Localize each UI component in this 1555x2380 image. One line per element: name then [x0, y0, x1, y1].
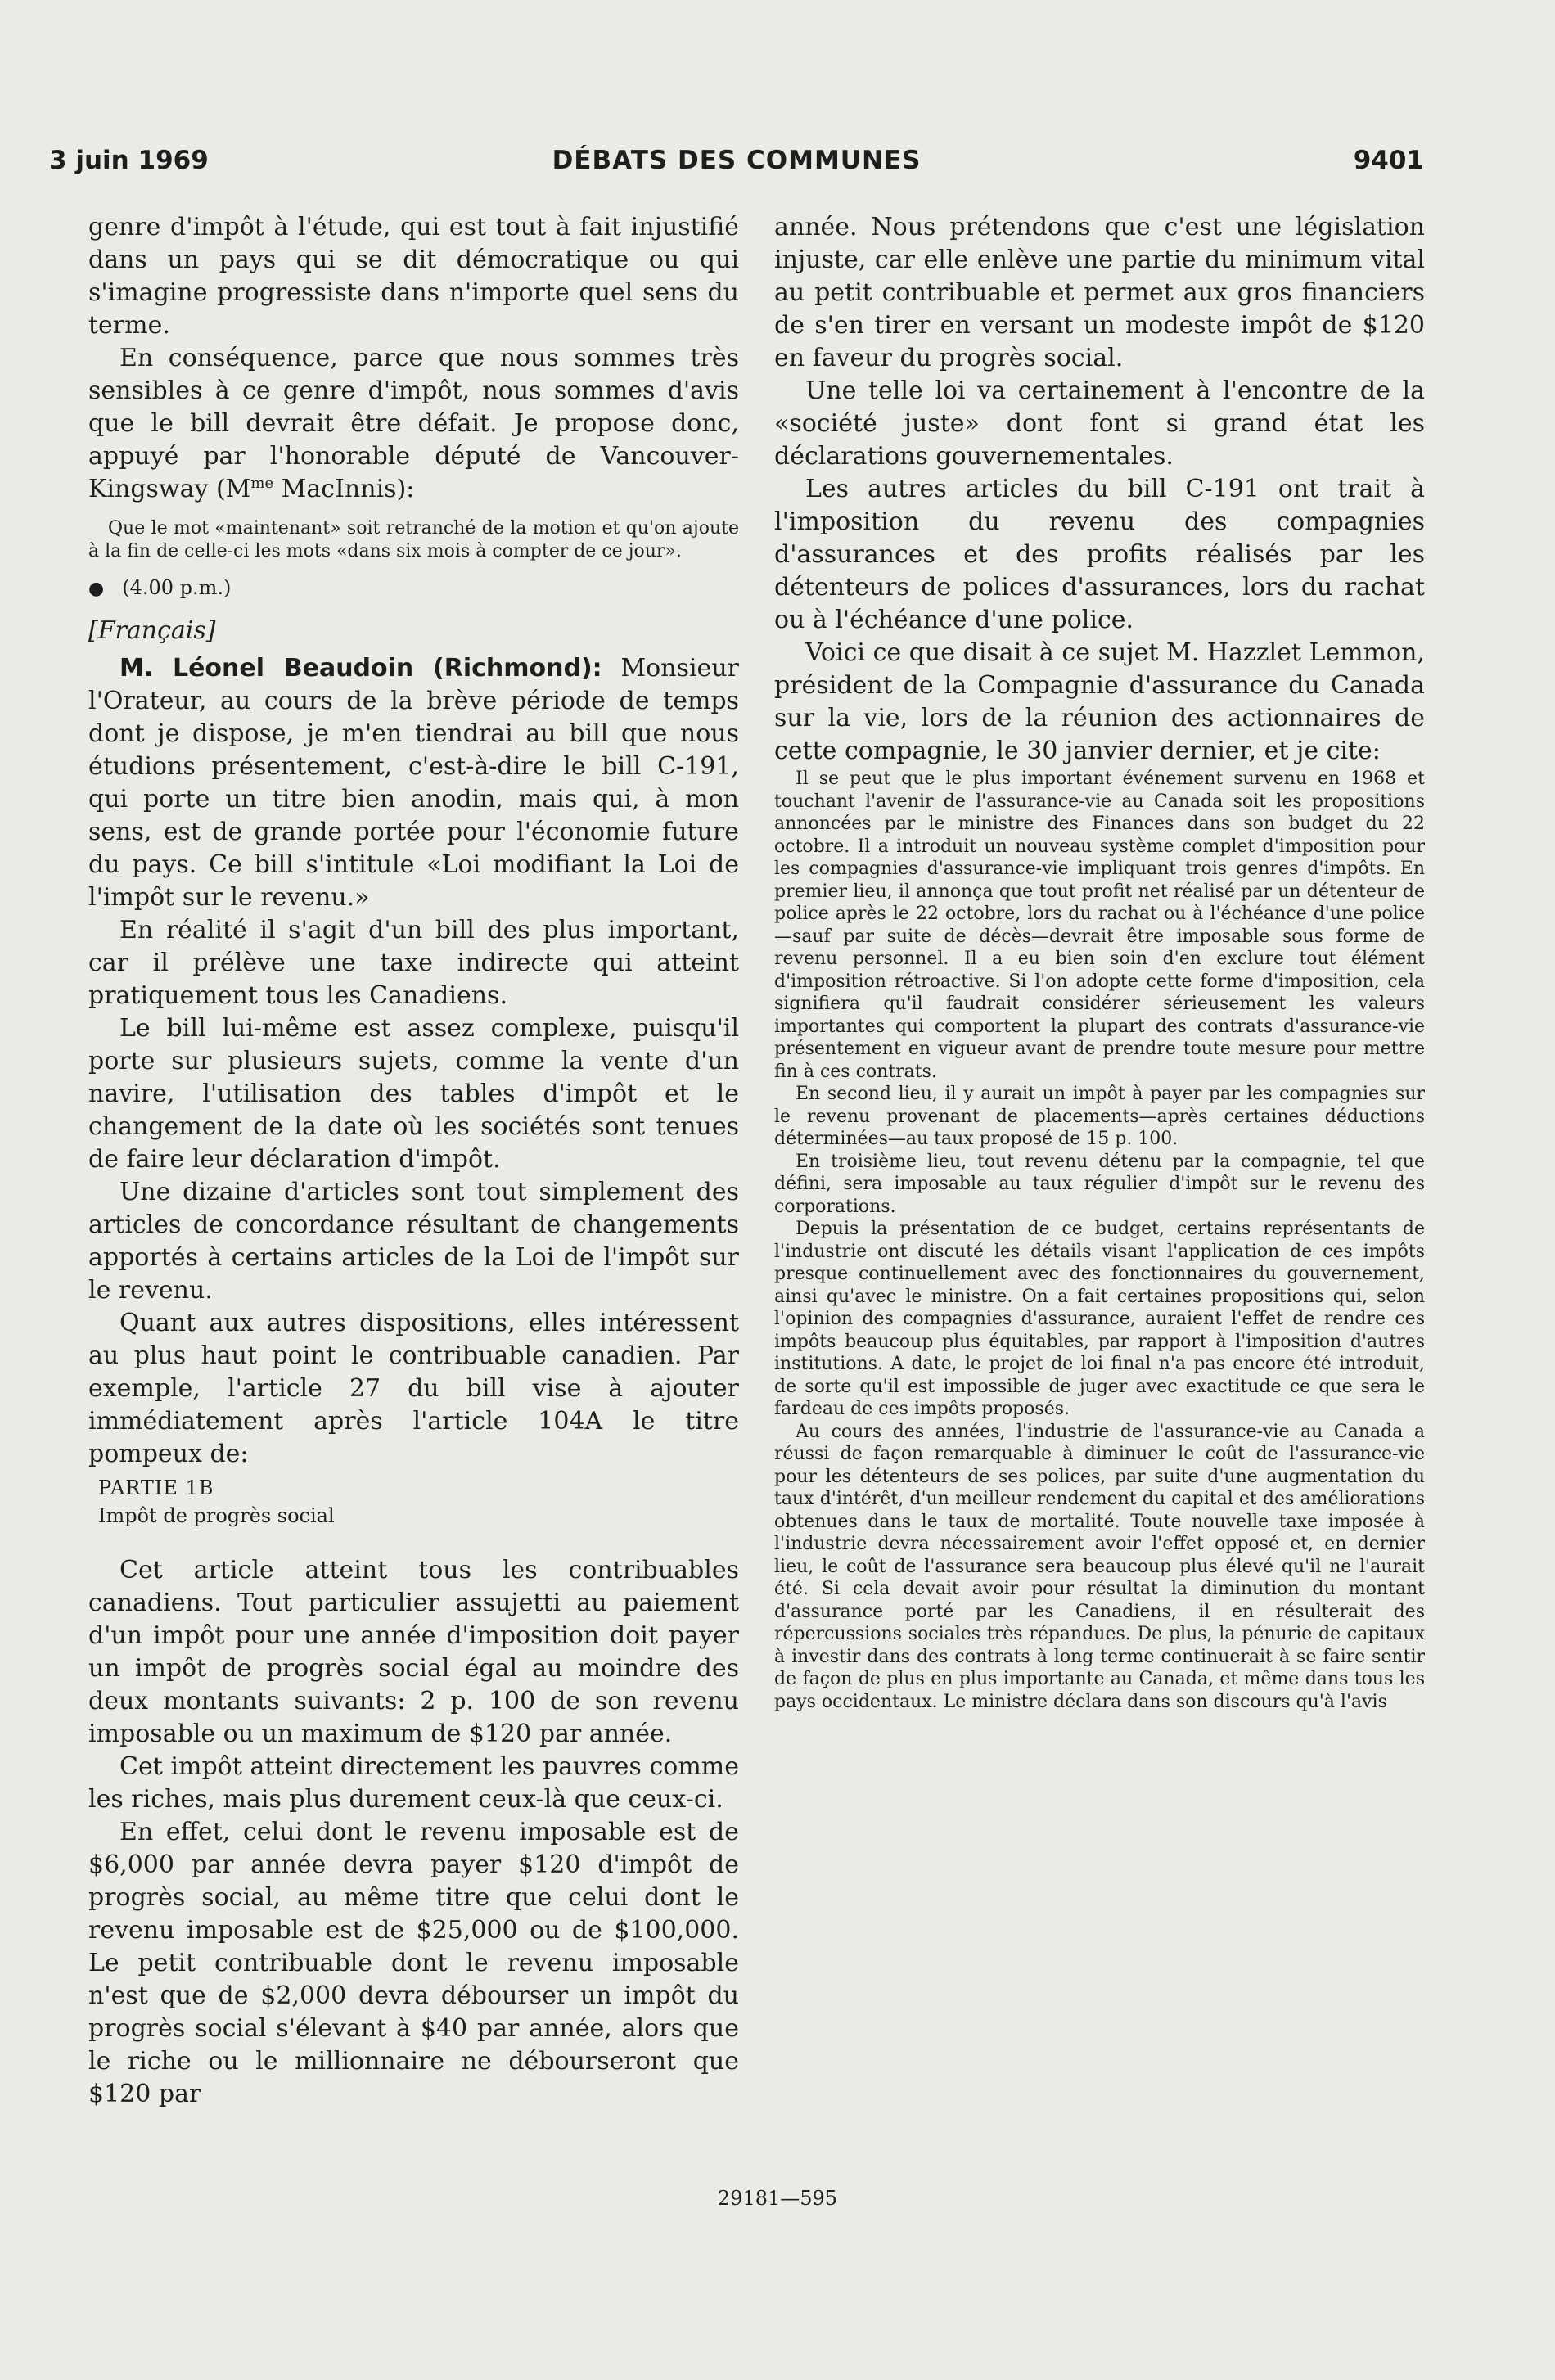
left-column [88, 211, 739, 2175]
paragraph [88, 342, 739, 506]
part-subtitle: Impôt de progrès social [98, 1504, 335, 1527]
paragraph [88, 652, 739, 914]
paragraph: genre d'impôt à l'étude, qui est tout à fait injustifié dans un pays qui se dit démocratique ou qui s'imagine progressiste dans n'importe quel sens du terme. [88, 213, 739, 340]
time-stamp [88, 575, 739, 602]
footer-code: 29181—595 [717, 2187, 838, 2210]
paragraph: année. Nous prétendons que c'est une législation injuste, car elle enlève une partie du minimum vital au petit contribuable et permet aux gros financiers de s'en tirer en versant un modeste impôt de $120 en faveur du progrès social. [774, 213, 1425, 372]
language-tag: [Français] [88, 616, 216, 645]
time-text: (4.00 p.m.) [122, 576, 232, 599]
quoted-paragraph: Depuis la présentation de ce budget, certains représentants de l'industrie ont discuté les détails visant l'application de ces impôts presque continuellement avec des fonctionnaires du gouvernement, ainsi qu'avec le ministre. On a fait certaines propositions qui, selon l'opinion des compagnies d'assurance, auraient l'effet de rendre ces impôts beaucoup plus équitables, par rapport à l'imposition d'autres institutions. A date, le projet de loi final n'a pas encore été introduit, de sorte qu'il est impossible de juger avec exactitude ce que sera le fardeau de ces impôts proposés. [774, 1219, 1425, 1419]
paragraph: En réalité il s'agit d'un bill des plus important, car il prélève une taxe indirecte qui atteint pratiquement tous les Canadiens. [88, 916, 739, 1010]
paragraph: En effet, celui dont le revenu imposable est de $6,000 par année devra payer $120 d'impôt de progrès social, au même titre que celui dont le revenu imposable est de $25,000 ou de $100,000. Le petit contribuable dont le revenu imposable n'est que de $2,000 devra débourser un impôt du progrès social s'élevant à $40 par année, alors que le riche ou le millionnaire ne débourseront que $120 par [88, 1818, 739, 2108]
paragraph: Une dizaine d'articles sont tout simplement des articles de concordance résultant de changements apportés à certains articles de la Loi de l'impôt sur le revenu. [88, 1178, 739, 1305]
right-column [774, 211, 1425, 2175]
quoted-paragraph: Au cours des années, l'industrie de l'assurance-vie au Canada a réussi de façon remarquable à diminuer le coût de l'assurance-vie pour les détenteurs de ses polices, par suite d'une augmentation du taux d'intérêt, d'un meilleur rendement du capital et des améliorations obtenues dans le taux de mortalité. Toute nouvelle taxe imposée à l'industrie devra nécessairement avoir l'effet opposé et, en dernier lieu, le coût de l'assurance sera beaucoup plus élevé qu'il ne l'aurait été. Si cela devait avoir pour résultat la diminution du montant d'assurance porté par les Canadiens, il en résulterait des répercussions sociales très répandues. De plus, la pénurie de capitaux à investir dans des contrats à long terme continuerait à se faire sentir de façon de plus en plus importante au Canada, et même dans tous les pays occidentaux. Le ministre déclara dans son discours qu'à l'avis [774, 1421, 1425, 1712]
paragraph: Cet impôt atteint directement les pauvres comme les riches, mais plus durement ceux-là que ceux-ci. [88, 1752, 739, 1814]
quoted-paragraph: Il se peut que le plus important événement survenu en 1968 et touchant l'avenir de l'assurance-vie au Canada soit les propositions annoncées par le ministre des Finances dans son budget du 22 octobre. Il a introduit un nouveau système complet d'imposition pour les compagnies d'assurance-vie impliquant trois genres d'impôts. En premier lieu, il annonça que tout profit net réalisé par un détenteur de police après le 22 octobre, lors du rachat ou à l'échéance d'une police—sauf par suite de décès—devrait être imposable sous forme de revenu personnel. Il a eu bien soin d'en exclure tout élément d'imposition rétroactive. Si l'on adopte cette forme d'imposition, cela signifiera qu'il faudrait considérer sérieusement les valeurs importantes qui comportent la plupart des contrats d'assurance-vie présentement en vigueur avant de prendre toute mesure pour mettre fin à ces contrats. [774, 769, 1425, 1082]
part-title: PARTIE 1B [98, 1476, 214, 1499]
speaker-name: M. Léonel Beaudoin (Richmond): [119, 654, 602, 683]
quoted-paragraph: En troisième lieu, tout revenu détenu par la compagnie, tel que défini, sera imposable au taux régulier d'impôt sur le revenu des corporations. [774, 1151, 1425, 1217]
motion-text: Que le mot «maintenant» soit retranché de la motion et qu'on ajoute à la fin de celle-ci les mots «dans six mois à compter de ce jour». [88, 518, 739, 561]
paragraph: Une telle loi va certainement à l'encontre de la «société juste» dont font si grand état les déclarations gouvernementales. [774, 376, 1425, 471]
superscript: me [250, 475, 274, 492]
header-date: 3 juin 1969 [49, 146, 209, 175]
header-page-number: 9401 [1353, 146, 1424, 175]
header-title: DÉBATS DES COMMUNES [552, 146, 922, 175]
paragraph-text: En conséquence, parce que nous sommes très sensibles à ce genre d'impôt, nous sommes d'avis que le bill devrait être défait. Je propose donc, appuyé par l'honorable député de Vancouver-Kingsway (M [88, 344, 739, 503]
paragraph: Les autres articles du bill C-191 ont trait à l'imposition du revenu des compagnies d'assurances et des profits réalisés par les détenteurs de polices d'assurances, lors du rachat ou à l'échéance d'une police. [774, 475, 1425, 634]
running-header [49, 146, 1424, 187]
quoted-paragraph: En second lieu, il y aurait un impôt à payer par les compagnies sur le revenu provenant de placements—après certaines déductions déterminées—au taux proposé de 15 p. 100. [774, 1084, 1425, 1149]
paragraph-text: MacInnis): [273, 475, 415, 503]
paragraph: Quant aux autres dispositions, elles intéressent au plus haut point le contribuable canadien. Par exemple, l'article 27 du bill vise à ajouter immédiatement après l'article 104A le titre pompeux de: [88, 1309, 739, 1468]
bullet-icon: ● [88, 579, 105, 599]
paragraph: Le bill lui-même est assez complexe, puisqu'il porte sur plusieurs sujets, comme la vente d'un navire, l'utilisation des tables d'impôt et le changement de la date où les sociétés sont tenues de faire leur déclaration d'impôt. [88, 1014, 739, 1174]
paragraph: Cet article atteint tous les contribuables canadiens. Tout particulier assujetti au paiement d'un impôt pour une année d'imposition doit payer un impôt de progrès social égal au moindre des deux montants suivants: 2 p. 100 de son revenu imposable ou un maximum de $120 par année. [88, 1556, 739, 1748]
paragraph: Voici ce que disait à ce sujet M. Hazzlet Lemmon, président de la Compagnie d'assurance du Canada sur la vie, lors de la réunion des actionnaires de cette compagnie, le 30 janvier dernier, et je cite: [774, 638, 1425, 765]
paragraph-text: Monsieur l'Orateur, au cours de la brève période de temps dont je dispose, je m'en tiendrai au bill que nous étudions présentement, c'est-à-dire le bill C-191, qui porte un titre bien anodin, mais qui, à mon sens, est de grande portée pour l'économie future du pays. Ce bill s'intitule «Loi modifiant la Loi de l'impôt sur le revenu.» [88, 654, 739, 912]
